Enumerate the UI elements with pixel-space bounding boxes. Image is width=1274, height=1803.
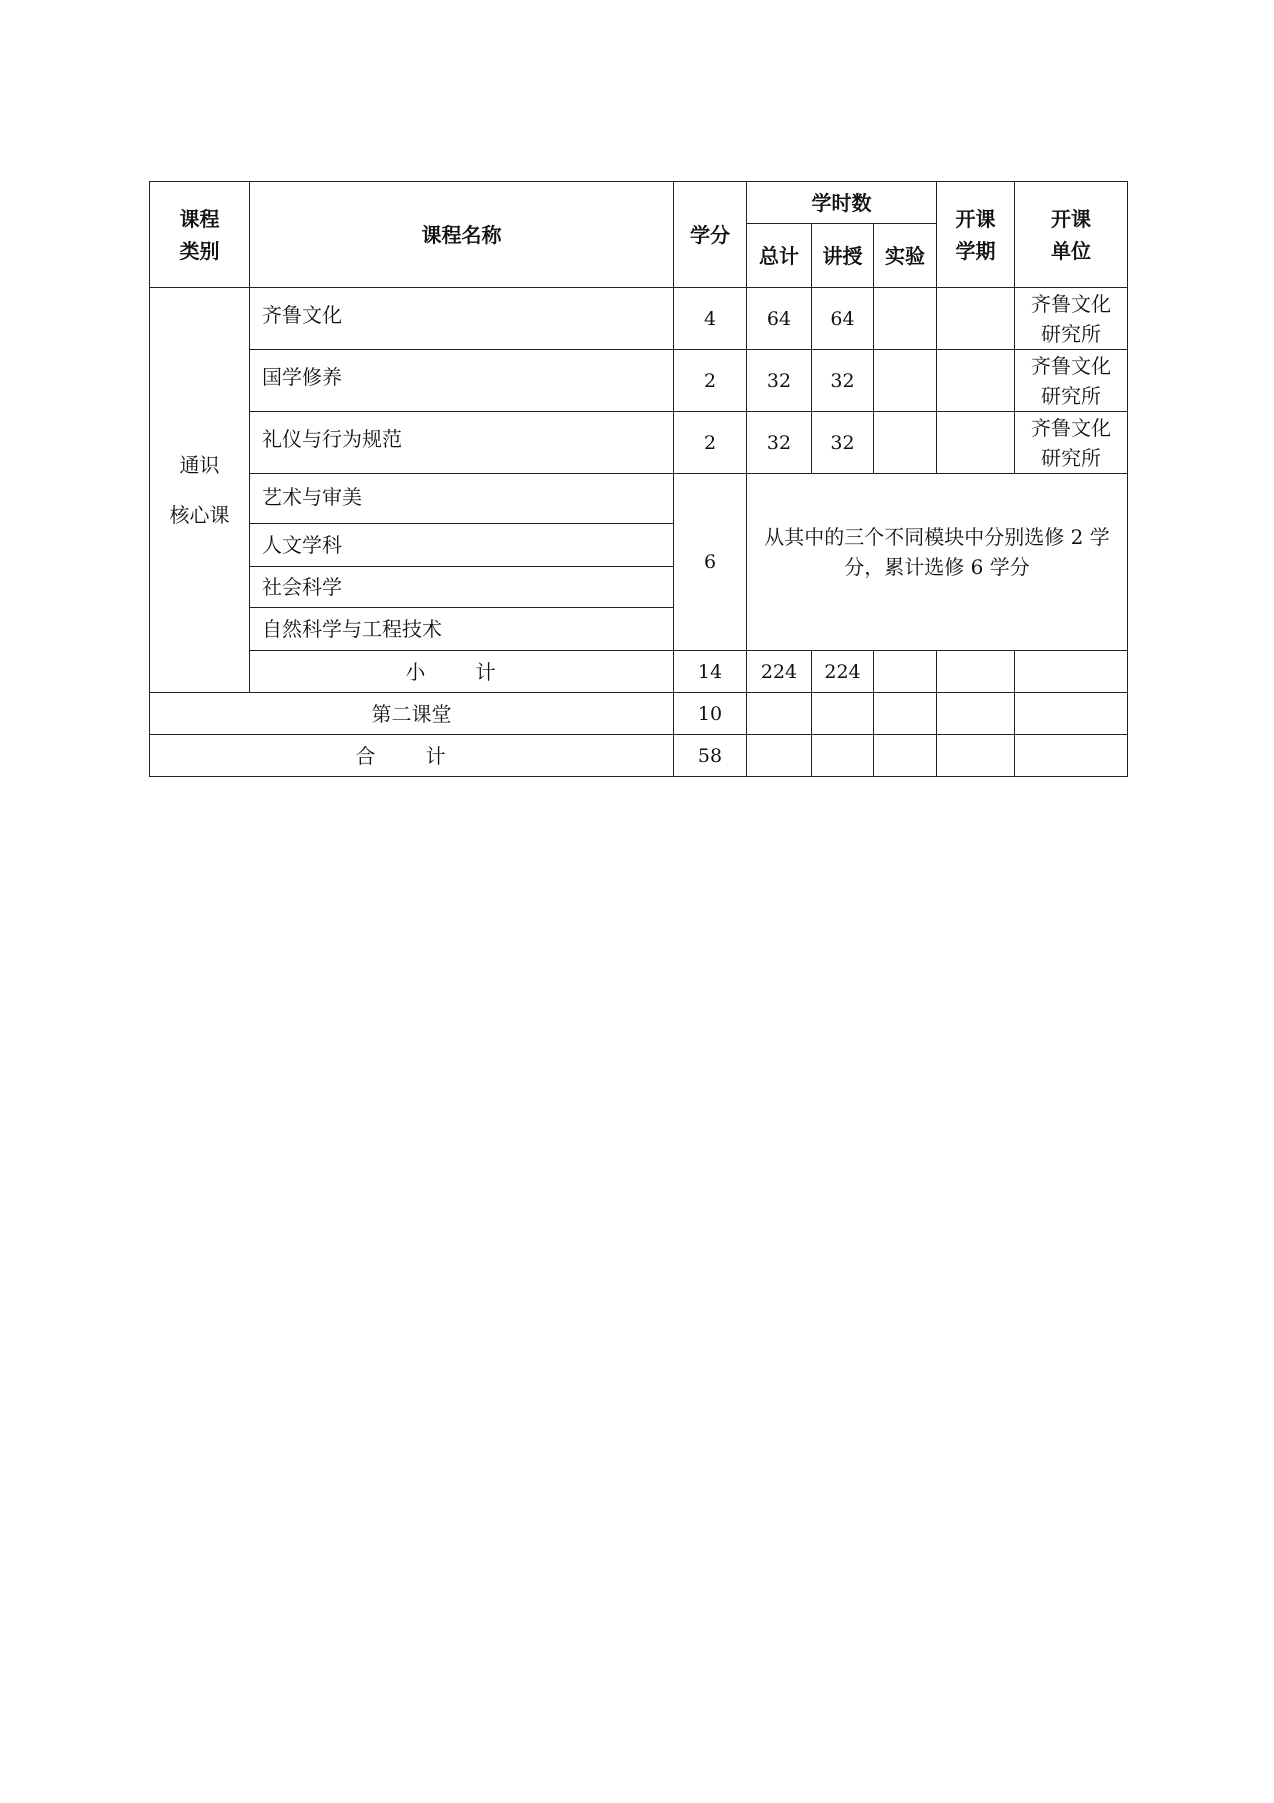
subtotal-hours-lab <box>874 651 937 693</box>
category-line2: 核心课 <box>169 503 230 527</box>
course-name: 齐鲁文化 <box>250 288 674 350</box>
grand-total-hours-lecture <box>812 735 874 777</box>
module-name: 人文学科 <box>250 524 674 567</box>
second-classroom-hours-lecture <box>812 693 874 735</box>
second-classroom-row <box>150 693 1128 735</box>
subtotal-label <box>250 651 674 693</box>
header-semester-line2: 学期 <box>955 238 996 263</box>
course-credits: 4 <box>674 288 747 350</box>
header-hours-lab: 实验 <box>874 224 937 288</box>
header-hours: 学时数 <box>747 182 937 224</box>
course-unit-line1: 齐鲁文化 <box>1031 416 1112 440</box>
course-unit-line2: 研究所 <box>1041 322 1102 346</box>
header-unit-line2: 单位 <box>1051 238 1092 263</box>
subtotal-label-text: 小 计 <box>405 659 518 684</box>
header-unit-line1: 开课 <box>1051 206 1092 231</box>
course-hours-lecture: 64 <box>812 288 874 350</box>
module-name: 艺术与审美 <box>250 474 674 524</box>
course-semester <box>937 288 1015 350</box>
grand-total-row <box>150 735 1128 777</box>
course-semester <box>937 412 1015 474</box>
subtotal-hours-total: 224 <box>747 651 812 693</box>
course-hours-lab <box>874 350 937 412</box>
grand-total-hours-lab <box>874 735 937 777</box>
grand-total-unit <box>1015 735 1128 777</box>
table-row <box>150 350 1128 412</box>
course-unit-line2: 研究所 <box>1041 446 1102 470</box>
module-credits: 6 <box>674 474 747 651</box>
course-hours-lab <box>874 288 937 350</box>
second-classroom-credits: 10 <box>674 693 747 735</box>
course-unit-line1: 齐鲁文化 <box>1031 292 1112 316</box>
course-hours-lecture: 32 <box>812 350 874 412</box>
subtotal-row <box>150 651 1128 693</box>
module-name: 自然科学与工程技术 <box>250 608 674 651</box>
grand-total-label <box>150 735 674 777</box>
course-unit <box>1015 288 1128 350</box>
course-hours-lecture: 32 <box>812 412 874 474</box>
course-hours-total: 32 <box>747 350 812 412</box>
course-hours-total: 64 <box>747 288 812 350</box>
second-classroom-hours-lab <box>874 693 937 735</box>
category-cell <box>150 288 250 693</box>
course-credits: 2 <box>674 412 747 474</box>
course-unit <box>1015 350 1128 412</box>
course-name: 国学修养 <box>250 350 674 412</box>
header-unit <box>1015 182 1128 288</box>
second-classroom-label: 第二课堂 <box>150 693 674 735</box>
category-line1: 通识 <box>179 453 220 477</box>
subtotal-unit <box>1015 651 1128 693</box>
header-row <box>150 182 1128 224</box>
header-course-name: 课程名称 <box>250 182 674 288</box>
course-unit-line1: 齐鲁文化 <box>1031 354 1112 378</box>
table-row <box>150 288 1128 350</box>
grand-total-credits: 58 <box>674 735 747 777</box>
header-category-line1: 课程 <box>179 206 220 231</box>
grand-total-hours-total <box>747 735 812 777</box>
subtotal-hours-lecture: 224 <box>812 651 874 693</box>
second-classroom-semester <box>937 693 1015 735</box>
course-table <box>149 181 1128 777</box>
course-semester <box>937 350 1015 412</box>
subtotal-credits: 14 <box>674 651 747 693</box>
subtotal-semester <box>937 651 1015 693</box>
header-semester-line1: 开课 <box>955 206 996 231</box>
grand-total-label-text: 合 计 <box>355 743 468 768</box>
course-name: 礼仪与行为规范 <box>250 412 674 474</box>
second-classroom-hours-total <box>747 693 812 735</box>
header-category <box>150 182 250 288</box>
second-classroom-unit <box>1015 693 1128 735</box>
header-hours-lecture: 讲授 <box>812 224 874 288</box>
header-category-line2: 类别 <box>179 238 220 263</box>
header-hours-total: 总计 <box>747 224 812 288</box>
grand-total-semester <box>937 735 1015 777</box>
module-name: 社会科学 <box>250 567 674 608</box>
course-unit <box>1015 412 1128 474</box>
header-semester <box>937 182 1015 288</box>
module-row <box>150 474 1128 524</box>
header-credits: 学分 <box>674 182 747 288</box>
module-note: 从其中的三个不同模块中分别选修 2 学分，累计选修 6 学分 <box>747 474 1128 651</box>
course-hours-total: 32 <box>747 412 812 474</box>
course-credits: 2 <box>674 350 747 412</box>
course-hours-lab <box>874 412 937 474</box>
course-unit-line2: 研究所 <box>1041 384 1102 408</box>
table-row <box>150 412 1128 474</box>
